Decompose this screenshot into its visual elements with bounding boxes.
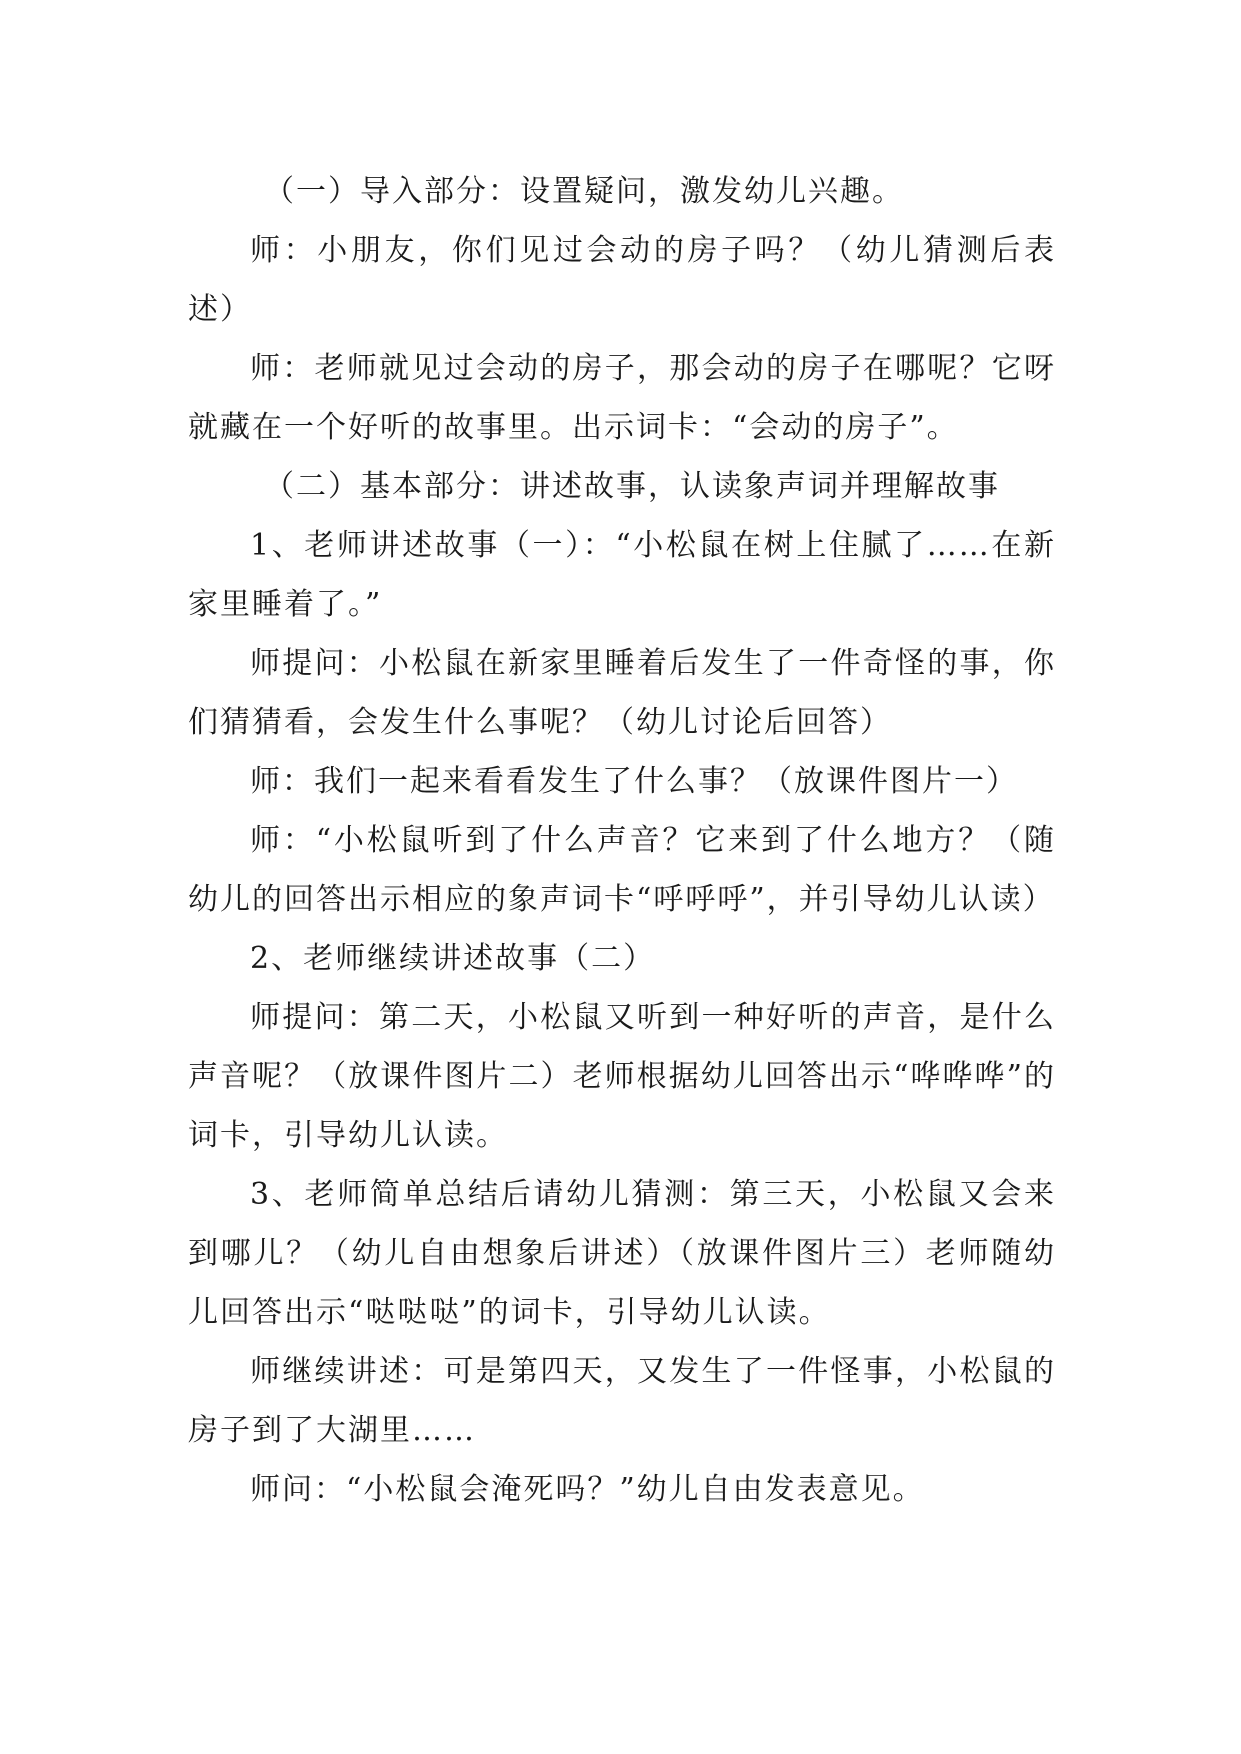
paragraph: 师继续讲述：可是第四天，又发生了一件怪事，小松鼠的房子到了大湖里…… [188,1354,1056,1448]
section-heading-intro: （一）导入部分：设置疑问，激发幼儿兴趣。 [264,174,904,209]
document-body [188,162,1056,1519]
paragraph: 师：小朋友，你们见过会动的房子吗？（幼儿猜测后表述） [188,233,1056,327]
paragraph: 2、老师继续讲述故事（二） [250,941,656,976]
paragraph: 师提问：第二天，小松鼠又听到一种好听的声音，是什么声音呢？（放课件图片二）老师根据幼儿回答出示“哗哗哗”的词卡，引导幼儿认读。 [188,1000,1056,1153]
section-heading-basic: （二）基本部分：讲述故事，认读象声词并理解故事 [264,469,1000,504]
paragraph: 师提问：小松鼠在新家里睡着后发生了一件奇怪的事，你们猜猜看，会发生什么事呢？（幼儿讨论后回答） [188,646,1056,740]
paragraph: 3、老师简单总结后请幼儿猜测：第三天，小松鼠又会来到哪儿？（幼儿自由想象后讲述）（放课件图片三）老师随幼儿回答出示“哒哒哒”的词卡，引导幼儿认读。 [188,1177,1056,1330]
paragraph: 1、老师讲述故事（一）：“小松鼠在树上住腻了……在新家里睡着了。” [188,528,1056,622]
paragraph: 师：我们一起来看看发生了什么事？（放课件图片一） [250,764,1018,799]
paragraph: 师问：“小松鼠会淹死吗？”幼儿自由发表意见。 [250,1472,925,1507]
paragraph: 师：老师就见过会动的房子，那会动的房子在哪呢？它呀就藏在一个好听的故事里。出示词卡：“会动的房子”。 [188,351,1056,445]
paragraph: 师：“小松鼠听到了什么声音？它来到了什么地方？（随幼儿的回答出示相应的象声词卡“呼呼呼”，并引导幼儿认读） [188,823,1056,917]
